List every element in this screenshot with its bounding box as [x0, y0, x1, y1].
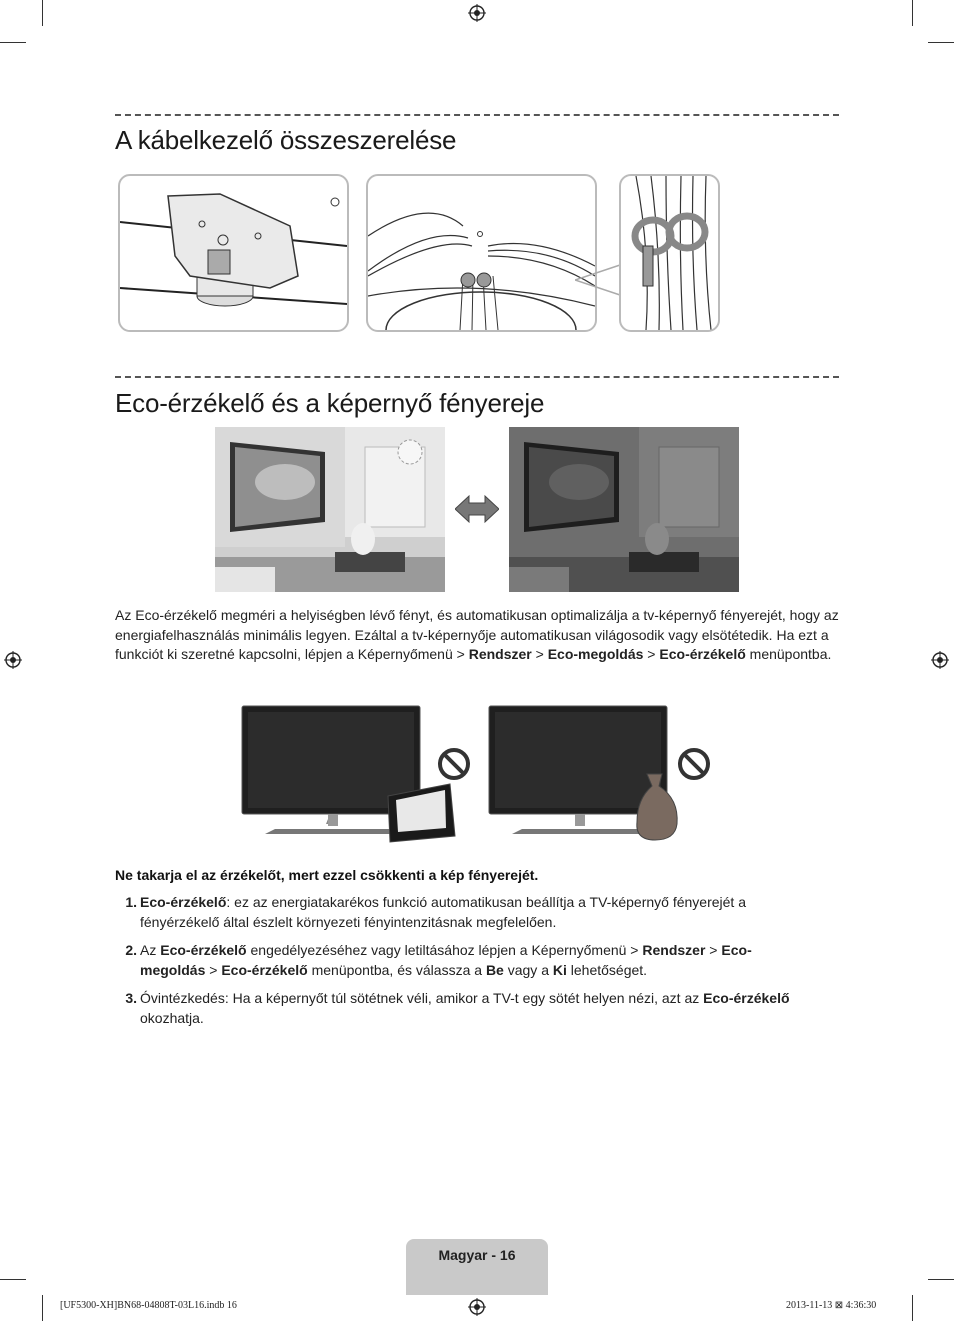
registration-mark-icon: [468, 1298, 486, 1316]
cable-manager-illustration-clip-zoom: [619, 174, 720, 332]
registration-mark-icon: [468, 4, 486, 22]
tv-blocked-by-vase-illustration: [487, 704, 722, 844]
eco-sensor-description: Az Eco-érzékelő megméri a helyiségben lévő fényt, és automatikusan optimalizálja a tv-képernyő fényerejét, hogy az energiafelhasználás minimális legyen. Ezáltal a tv-képernyője automatikusan világosodik vagy elsötétedik. Ha ezt a funkciót ki szeretné kapcsolni, lépjen a Képernyőmenü > Rendszer > Eco-megoldás > Eco-érzékelő menüpontba.: [115, 607, 839, 662]
footer-file-info: [UF5300-XH]BN68-04808T-03L16.indb 16: [60, 1300, 237, 1311]
section-divider: [115, 376, 839, 378]
crop-mark: [42, 1295, 43, 1321]
room-photo-bright: [215, 427, 445, 592]
section-divider: [115, 114, 839, 116]
page-number-tab: [406, 1239, 548, 1295]
cable-manager-illustration-stand: [118, 174, 349, 332]
crop-mark: [0, 42, 26, 43]
crop-mark: [928, 1279, 954, 1280]
double-arrow-icon: [455, 494, 499, 524]
crop-mark: [0, 1279, 26, 1280]
crop-mark: [928, 42, 954, 43]
section-title-cable-manager: A kábelkezelő összeszerelése: [115, 125, 457, 155]
tv-blocked-by-frame-illustration: [240, 704, 475, 844]
room-photo-dark: [509, 427, 739, 592]
warning-text: Ne takarja el az érzékelőt, mert ezzel csökkenti a kép fényerejét.: [115, 867, 539, 883]
crop-mark: [42, 0, 43, 26]
footer-timestamp: 2013-11-13 ⊠ 4:36:30: [786, 1300, 877, 1311]
section-title-eco-sensor: Eco-érzékelő és a képernyő fényereje: [115, 388, 545, 418]
cable-manager-illustration-cables: [366, 174, 597, 332]
crop-mark: [912, 1295, 913, 1321]
crop-mark: [912, 0, 913, 26]
registration-mark-icon: [931, 651, 949, 669]
registration-mark-icon: [4, 651, 22, 669]
page-number: Magyar - 16: [438, 1247, 516, 1263]
